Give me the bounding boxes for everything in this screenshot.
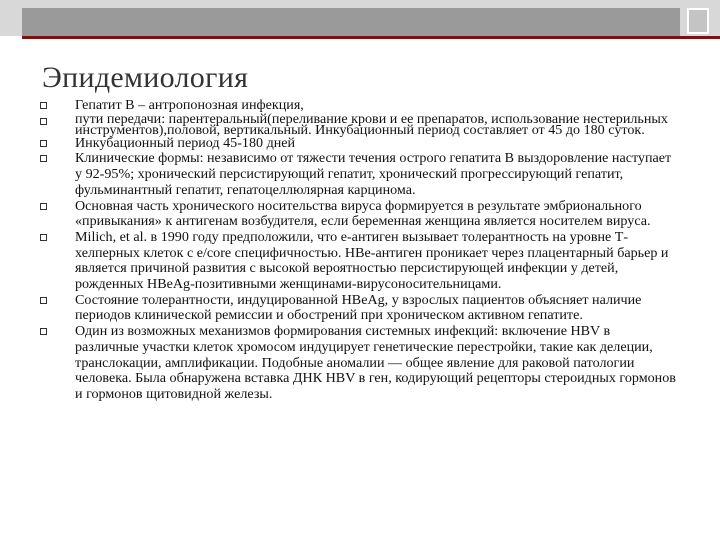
bullet-text: Основная часть хронического носительства вируса формируется в результате эмбрионального «привыкания» к антигенам возбудителя, если беременная женщина является носителем вируса. — [75, 197, 651, 230]
square-bullet-icon — [40, 155, 47, 162]
bullet-item — [36, 151, 676, 198]
bullet-item — [36, 293, 676, 324]
bullet-text: Гепатит В – антропонозная инфекция, — [75, 97, 304, 113]
slide-title: Эпидемиология — [42, 61, 249, 94]
square-bullet-icon — [40, 203, 47, 210]
square-bullet-icon — [40, 234, 47, 241]
square-bullet-icon — [40, 118, 47, 125]
bullet-item — [36, 230, 676, 293]
bullet-item — [36, 199, 676, 230]
bullet-list — [36, 98, 676, 403]
bullet-text: Клинические формы: независимо от тяжести течения острого гепатита В выздоровление наступает у 92-95%; хронический персистирующий гепатит, хронический прогрессирующий гепатит, фульминантный гепатит, гепатоцеллюлярная карцинома. — [75, 150, 672, 198]
bullet-text: пути передачи: парентеральный(переливание крови и ее препаратов, использование нестерильных инструментов),половой, вертикальный. Инкубационный период составляет от 45 до 180 суток. — [75, 110, 668, 138]
square-bullet-icon — [40, 102, 47, 109]
square-bullet-icon — [40, 328, 47, 335]
square-bullet-icon — [40, 140, 47, 147]
header-corner-box — [687, 8, 709, 34]
header-bar — [22, 8, 680, 36]
bullet-item — [36, 324, 676, 403]
bullet-text: Инкубационный период 45-180 дней — [75, 134, 296, 151]
bullet-text: Milich, et al. в 1990 году предположили, что е-антиген вызывает толерантность на уровне Т-хелперных клеток с е/core специфичностью. HBe-антиген проникает через плацентарный барьер и является причиной развития с высокой вероятностью персистирующей инфекции у детей, рожденных HBeAg-позитивными женщинами-вирусоносительницами. — [75, 228, 669, 293]
bullet-item — [36, 136, 676, 152]
header-band — [0, 0, 720, 36]
bullet-item — [36, 110, 676, 138]
square-bullet-icon — [40, 297, 47, 304]
header-rule — [22, 36, 720, 39]
bullet-text: Состояние толерантности, индуцированной HBeAg, у взрослых пациентов объясняет наличие периодов клинической ремиссии и обострений при хроническом активном гепатите. — [75, 291, 642, 324]
bullet-text: Один из возможных механизмов формирования системных инфекций: включение HBV в различные участки клеток хромосом индуцирует генетические перестройки, такие как делеции, транслокации, амплификации. Подобные аномалии — общее явление для раковой патологии человека. Была обнаружена вставка ДНК HBV в ген, кодирующий рецепторы стероидных гормонов и гормонов щитовидной железы. — [75, 323, 676, 402]
